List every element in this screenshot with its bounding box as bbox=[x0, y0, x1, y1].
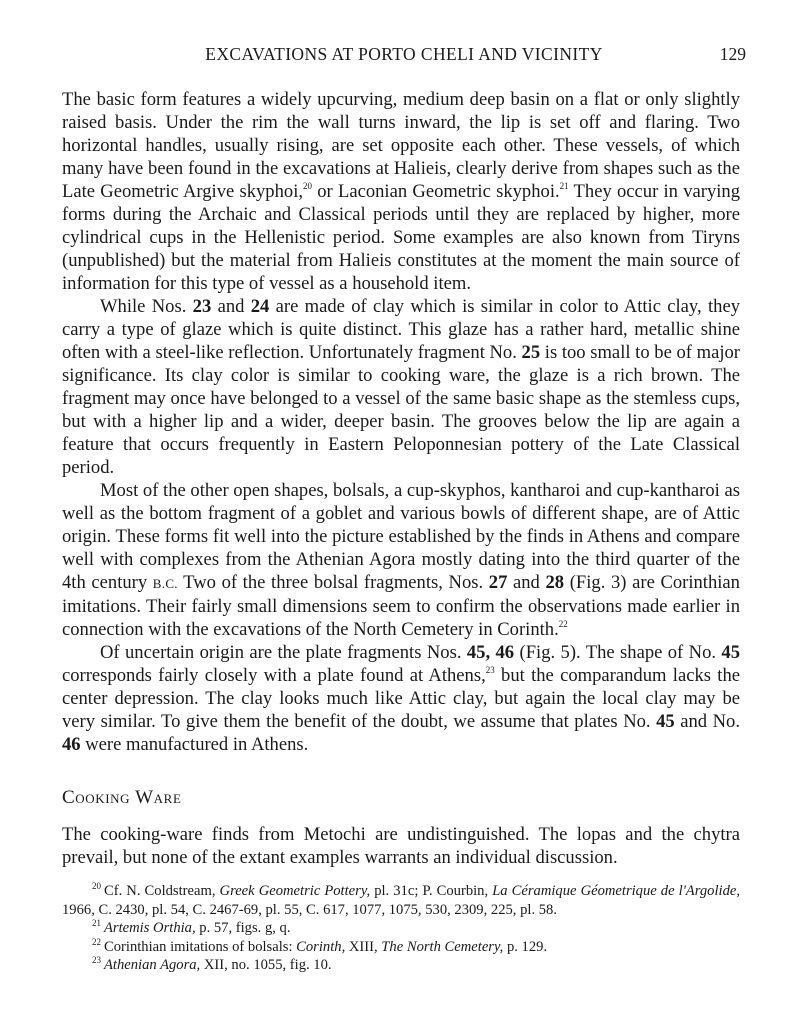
footnote-ref-20[interactable]: 20 bbox=[303, 180, 313, 191]
section-heading-cooking-ware: Cooking Ware bbox=[62, 787, 182, 808]
footnotes bbox=[62, 882, 740, 975]
paragraph-basic-form: The basic form features a widely upcurving, medium deep basin on a flat or only slightly raised basis. Under the rim the wall turns inward, the lip is set off and flaring. Two horizontal handles, usually rising, are set opposite each other. These vessels, of which many have been found in the excavations at Halieis, clearly derive from shapes such as the Late Geometric Argive skyphoi,$^{20}$ or Laconian Geometric skyphoi.$^{21}$ They occur in varying forms during the Archaic and Classical periods until they are replaced by higher, more cylindrical cups in the Hellenistic period. Some examples are also known from Tiryns (unpublished) but the material from Halieis constitutes at the moment the main source of information for this type of vessel as a household item. bbox=[62, 89, 741, 294]
paragraph-cooking-ware: The cooking-ware finds from Metochi are undistinguished. The lopas and the chytra prevail, but none of the extant examples warrants an individual discussion. bbox=[62, 824, 740, 868]
paragraph-plates: Of uncertain origin are the plate fragments Nos. 45, 46 (Fig. 5). The shape of No. 45 corresponds fairly closely with a plate found at Athens,$^{23}$ but the comparandum lacks the center depression. The clay looks much like Attic clay, but again the local clay may be very similar. To give them the benefit of the doubt, we assume that plates No. 45 and No. 46 were manufactured in Athens. bbox=[62, 642, 741, 755]
footnote-ref-23[interactable]: 23 bbox=[485, 664, 495, 675]
running-title: EXCAVATIONS AT PORTO CHELI AND VICINITY bbox=[205, 44, 603, 64]
footnote-22: $^{22}$ Corinthian imitations of bolsals: Corinth, XIII, The North Cemetery, p. 129. bbox=[92, 936, 548, 955]
footnote-20: $^{20}$ Cf. N. Coldstream, Greek Geometric Pottery, pl. 31c; P. Courbin, La Céramique Géometrique de l'Argolide, 1966, C. 2430, pl. 54, C. 2467-69, pl. 55, C. 617, 1077, 1075, 530, 2309, 225, pl. 58. bbox=[62, 881, 740, 918]
page-number: 129 bbox=[719, 44, 746, 64]
footnote-ref-22[interactable]: 22 bbox=[558, 618, 568, 629]
body-text bbox=[62, 88, 740, 869]
paragraph-glaze: While Nos. 23 and 24 are made of clay which is similar in color to Attic clay, they carry a type of glaze which is quite distinct. This glaze has a rather hard, metallic shine often with a steel-like reflection. Unfortunately fragment No. 25 is too small to be of major significance. Its clay color is similar to cooking ware, the glaze is a rich brown. The fragment may once have belonged to a vessel of the same basic shape as the stemless cups, but with a higher lip and a wider, deeper basin. The grooves below the lip are again a feature that occurs frequently in Eastern Peloponnesian pottery of the Late Classical period. bbox=[62, 296, 740, 478]
footnote-23: $^{23}$ Athenian Agora, XII, no. 1055, fig. 10. bbox=[92, 955, 332, 973]
footnote-ref-21[interactable]: 21 bbox=[559, 180, 569, 191]
footnote-21: $^{21}$ Artemis Orthia, p. 57, figs. g, q. bbox=[92, 918, 291, 936]
running-head bbox=[62, 44, 746, 72]
paragraph-attic-origin: Most of the other open shapes, bolsals, a cup-skyphos, kantharoi and cup-kantharoi as well as the bottom fragment of a goblet and various bowls of different shape, are of Attic origin. These forms fit well into the picture established by the finds in Athens and compare well with complexes from the Athenian Agora mostly dating into the third quarter of the 4th century B.C. Two of the three bolsal fragments, Nos. 27 and 28 (Fig. 3) are Corinthian imitations. Their fairly small dimensions seem to confirm the observations made earlier in connection with the excavations of the North Cemetery in Corinth.$^{22}$ bbox=[62, 480, 740, 640]
